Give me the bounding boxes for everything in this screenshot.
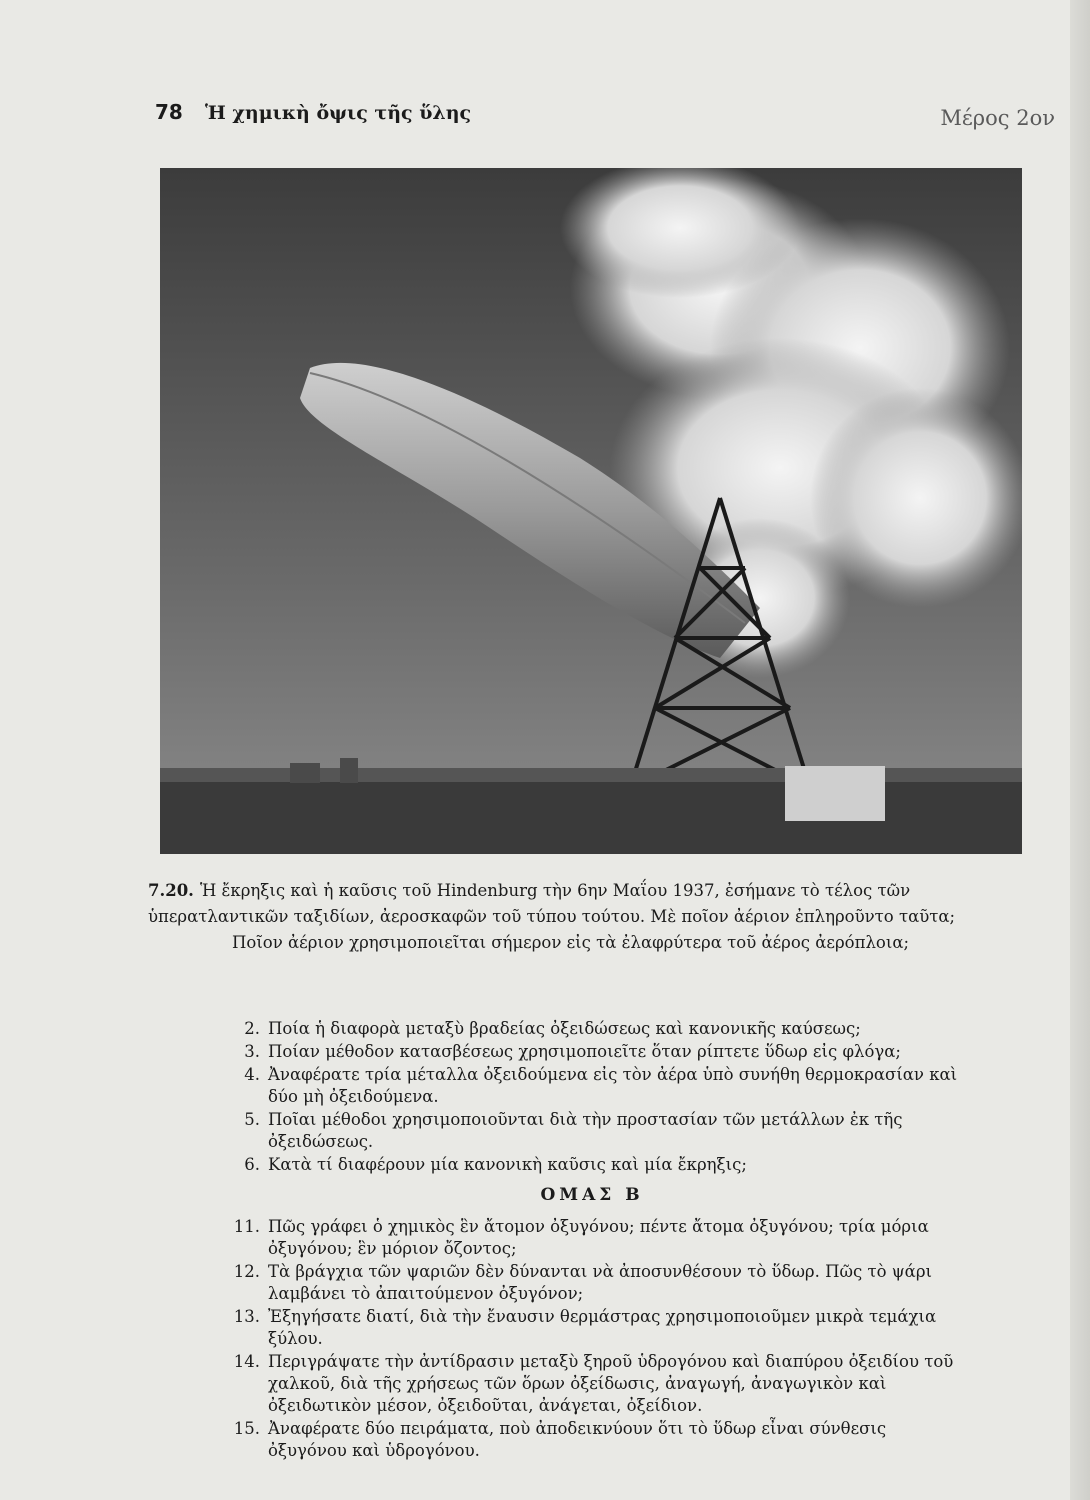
question-item	[222, 1216, 962, 1260]
question-item	[222, 1306, 962, 1350]
page-edge	[1070, 0, 1090, 1500]
question-number: 2.	[244, 1019, 260, 1038]
question-text: Πῶς γράφει ὁ χημικὸς ἓν ἄτομον ὀξυγόνου; πέντε ἄτομα ὀξυγόνου; τρία μόρια ὀξυγόνου; ἓν μόριον ὄζοντος;	[268, 1217, 929, 1258]
running-title: Ἡ χημικὴ ὄψις τῆς ὕλης	[205, 102, 472, 124]
group-b-heading: ΟΜΑΣ Β	[540, 1185, 644, 1205]
question-number: 14.	[233, 1352, 260, 1371]
question-item	[222, 1041, 962, 1063]
question-text: Περιγράψατε τὴν ἀντίδρασιν μεταξὺ ξηροῦ ὑδρογόνου καὶ διαπύρου ὀξειδίου τοῦ χαλκοῦ, διὰ τῆς χρήσεως τῶν ὅρων ὀξείδωσις, ἀναγωγή, ἀναγωγικὸν καὶ ὀξειδωτικὸν μέσον, ὀξειδοῦται, ἀνάγεται, ὀξείδιον.	[268, 1352, 954, 1415]
page-header	[155, 98, 1055, 138]
question-number: 5.	[244, 1110, 260, 1129]
caption-line-3: Ποῖον ἀέριον χρησιμοποιεῖται σήμερον εἰς τὰ ἐλαφρύτερα τοῦ ἀέρος ἀερόπλοια;	[232, 933, 910, 952]
question-number: 12.	[233, 1262, 260, 1281]
question-item	[222, 1018, 962, 1040]
caption-line-1: Ἡ ἔκρηξις καὶ ἡ καῦσις τοῦ Hindenburg τὴν 6ην Μαΐου 1937, ἐσήμανε τὸ τέλος τῶν	[199, 881, 911, 900]
hindenburg-photo	[160, 168, 1022, 854]
question-number: 13.	[233, 1307, 260, 1326]
question-text: Ἀναφέρατε δύο πειράματα, ποὺ ἀποδεικνύουν ὅτι τὸ ὕδωρ εἶναι σύνθεσις ὀξυγόνου καὶ ὑδρογόνου.	[268, 1419, 887, 1460]
question-item	[222, 1154, 962, 1176]
question-item	[222, 1351, 962, 1417]
caption-number: 7.20.	[148, 881, 194, 900]
question-number: 6.	[244, 1155, 260, 1174]
photo-illustration	[160, 168, 1022, 854]
question-text: Ἐξηγήσατε διατί, διὰ τὴν ἔναυσιν θερμάστρας χρησιμοποιοῦμεν μικρὰ τεμάχια ξύλου.	[268, 1307, 937, 1348]
caption-line-2: ὑπερατλαντικῶν ταξιδίων, ἀεροσκαφῶν τοῦ τύπου τούτου. Μὲ ποῖον ἀέριον ἐπληροῦντο ταῦτα;	[148, 907, 956, 926]
exercise-questions	[222, 1018, 962, 1463]
question-text: Ποῖαι μέθοδοι χρησιμοποιοῦνται διὰ τὴν προστασίαν τῶν μετάλλων ἐκ τῆς ὀξειδώσεως.	[268, 1110, 903, 1151]
question-item	[222, 1109, 962, 1153]
question-text: Ἀναφέρατε τρία μέταλλα ὀξειδούμενα εἰς τὸν ἀέρα ὑπὸ συνήθη θερμοκρασίαν καὶ δύο μὴ ὀξειδούμενα.	[268, 1065, 958, 1106]
ground	[160, 778, 1022, 854]
hangar-building	[785, 766, 885, 821]
question-number: 11.	[233, 1217, 260, 1236]
question-text: Κατὰ τί διαφέρουν μία κανονικὴ καῦσις καὶ μία ἔκρηξις;	[268, 1155, 747, 1174]
question-text: Ποία ἡ διαφορὰ μεταξὺ βραδείας ὀξειδώσεως καὶ κανονικῆς καύσεως;	[268, 1019, 861, 1038]
part-label: Μέρος 2ον	[940, 106, 1055, 130]
figure-caption	[148, 878, 1022, 956]
question-item	[222, 1261, 962, 1305]
question-number: 3.	[244, 1042, 260, 1061]
page-number: 78	[155, 100, 183, 124]
question-text: Τὰ βράγχια τῶν ψαριῶν δὲν δύνανται νὰ ἀποσυνθέσουν τὸ ὕδωρ. Πῶς τὸ ψάρι λαμβάνει τὸ ἀπαιτούμενον ὀξυγόνον;	[268, 1262, 932, 1303]
question-number: 4.	[244, 1065, 260, 1084]
question-text: Ποίαν μέθοδον κατασβέσεως χρησιμοποιεῖτε ὅταν ρίπτετε ὕδωρ εἰς φλόγα;	[268, 1042, 901, 1061]
question-item	[222, 1064, 962, 1108]
question-number: 15.	[233, 1419, 260, 1438]
question-item	[222, 1418, 962, 1462]
